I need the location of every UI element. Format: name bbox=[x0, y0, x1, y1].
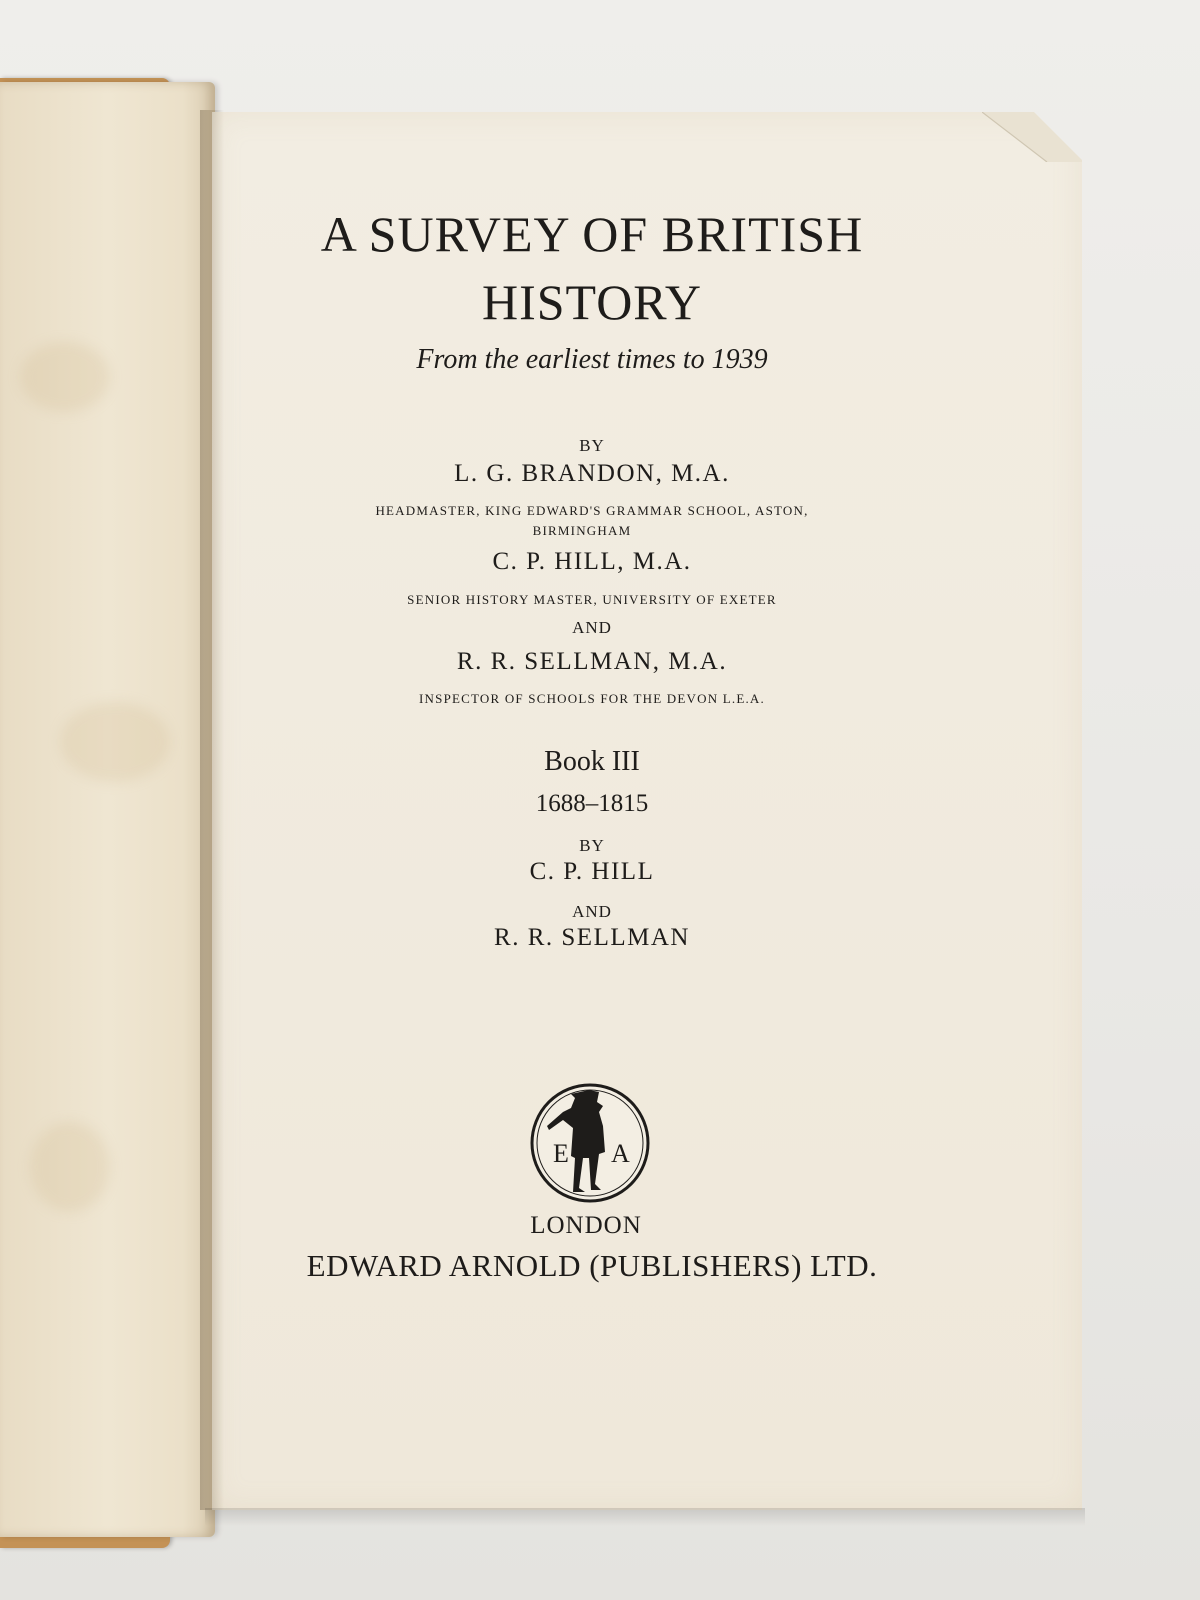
subtitle: From the earliest times to 1939 bbox=[416, 344, 768, 375]
book-number: Book III bbox=[544, 746, 640, 777]
author-2: C. P. HILL, M.A. bbox=[492, 548, 692, 575]
author-1: L. G. BRANDON, M.A. bbox=[454, 460, 730, 487]
book-years: 1688–1815 bbox=[535, 790, 649, 817]
by-label: BY bbox=[579, 436, 605, 455]
logo-letter-a: A bbox=[611, 1139, 630, 1168]
author-3-affiliation: INSPECTOR OF SCHOOLS FOR THE DEVON L.E.A. bbox=[419, 691, 765, 706]
publisher-name: EDWARD ARNOLD (PUBLISHERS) LTD. bbox=[306, 1248, 878, 1283]
page-bottom-shadow bbox=[205, 1508, 1085, 1526]
publisher-city: LONDON bbox=[530, 1212, 642, 1239]
book-and-label: AND bbox=[572, 902, 612, 921]
author-1-affiliation-line-2: BIRMINGHAM bbox=[532, 523, 632, 538]
logo-letter-e: E bbox=[553, 1139, 569, 1168]
author-2-affiliation: SENIOR HISTORY MASTER, UNIVERSITY OF EXETER bbox=[407, 592, 777, 607]
author-3: R. R. SELLMAN, M.A. bbox=[456, 648, 728, 675]
book-by-label: BY bbox=[579, 836, 605, 855]
left-page bbox=[0, 82, 215, 1537]
author-1-affiliation-line-1: HEADMASTER, KING EDWARD'S GRAMMAR SCHOOL, ASTON, bbox=[375, 503, 809, 518]
book-author-2: R. R. SELLMAN bbox=[494, 924, 690, 951]
book-author-1: C. P. HILL bbox=[529, 858, 655, 885]
and-label: AND bbox=[572, 618, 612, 637]
title-line-2: HISTORY bbox=[481, 274, 702, 330]
title-line-1: A SURVEY OF BRITISH bbox=[320, 206, 864, 262]
publisher-logo-icon bbox=[529, 1082, 651, 1204]
